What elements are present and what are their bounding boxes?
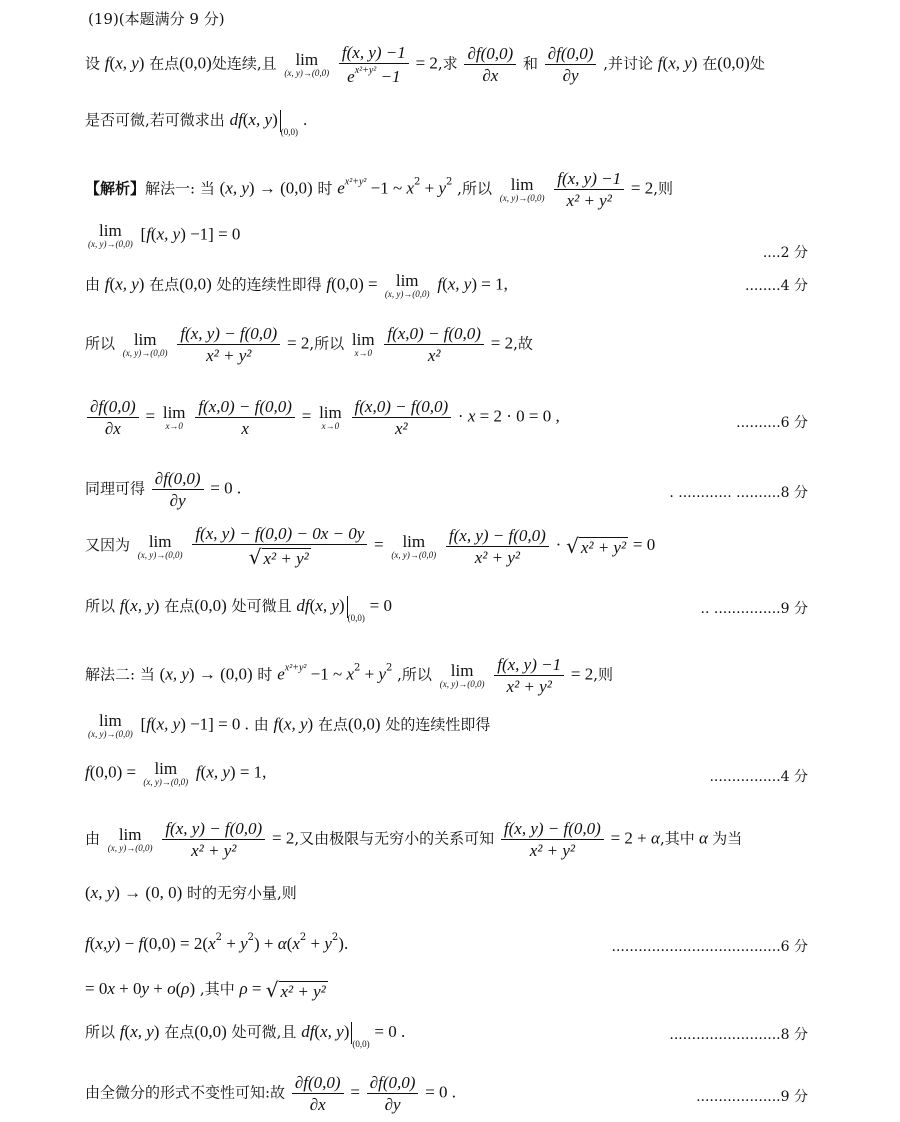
method1-line-2: lim (x, y)→(0,0) [f(x, y) −1] = 0	[88, 221, 241, 249]
method1-line-6: 同理可得 $\frac{\partial f(0,0)}{\partial y}$ = 0 .	[85, 469, 242, 510]
method2-line-2: lim (x, y)→(0,0) [f(x, y) −1] = 0 . 由 f(x, y) 在点(0,0) 处的连续性即得	[88, 711, 491, 739]
score-6b: ......................................6 分	[611, 939, 808, 955]
score-8: . ............ ..........8 分	[669, 485, 808, 501]
method1-line-7: 又因为 lim (x, y)→(0,0) f(x, y) − f(0,0) − 0x − 0y √ x² + y² = lim (x, y)→(0,0) $\frac{f(x, y) - f(0,0)}{\text{x² + y²}}$ · √ x² + y² = 0	[85, 524, 656, 569]
method1-line-8: 所以 f(x, y) 在点(0,0) 处可微且 df(x, $y)_{(0,0)} = 0$	[85, 596, 392, 623]
score-9b: ...................9 分	[696, 1089, 808, 1105]
question-title: (19)(本题满分 9 分)	[88, 10, 225, 28]
method2-line-6: $f(x,y) - f(0,0) = 2(x^2 + y^2) + \alpha(x^2 + y^2)$.	[85, 932, 349, 953]
method2-line-1: 解法二: 当 (x, y) → (0,0) 时 $e^{x^2+y^2} -1$ ~ $x^2 + y^2$ ,所以 lim (x, y)→(0,0) $\frac{f(x, y) -1}{\text{x² + y²}}$ = 2,则	[85, 655, 613, 696]
score-9: .. ...............9 分	[700, 601, 808, 617]
method1-line-1: 【解析】解法一: 当 (x, y) → (0,0) 时 $e^{x^2+y^2} -1$ ~ $x^2 + y^2$ ,所以 lim (x, y)→(0,0) $\frac{f(x, y) -1}{\text{x² + y²}}$ = 2,则	[85, 169, 674, 210]
score-6: ..........6 分	[736, 415, 808, 431]
method2-line-9: 由全微分的形式不变性可知:故 $\frac{\partial f(0,0)}{\partial x}$ = $\frac{\partial f(0,0)}{\partial y}$ = 0 .	[85, 1073, 457, 1114]
method1-line-5: $\frac{\partial f(0,0)}{\partial x}$ = lim x→0 $\frac{f(x,0) - f(0,0)}{x}$ = lim x→0 $\frac{f(x,0) - f(0,0)}{\text{x²}}$ · x = 2 · 0 = 0 ,	[85, 398, 560, 437]
score-4: ........4 分	[745, 278, 808, 294]
score-8b: .........................8 分	[669, 1027, 808, 1043]
method2-line-5: (x, y) → (0, 0) 时的无穷小量,则	[85, 883, 297, 902]
problem-line-2: 是否可微,若可微求出 df(x, $y)_{(0,0)}$ .	[85, 110, 308, 137]
method2-line-3: f(0,0) = lim (x, y)→(0,0) f(x, y) = 1,	[85, 759, 267, 787]
score-2: ....2 分	[762, 245, 808, 261]
method2-line-7: = 0x + 0y + o(ρ) ,其中 ρ = √ x² + y²	[85, 978, 326, 1002]
method2-line-8: 所以 f(x, y) 在点(0,0) 处可微,且 df(x, $y)_{(0,0)} = 0$ .	[85, 1022, 406, 1049]
problem-line-1: 设 f(x, y) 在点(0,0)处连续,且 lim (x, y)→(0,0) $\frac{f(x, y) -1}{e^{x^2+y^2} -1}$ = 2,求 $\frac{\partial f(0,0)}{\partial x}$ 和 $\frac{\partial f(0,0)}{\partial y}$ ,并讨论 f(x, y) 在(0,0)处	[85, 43, 765, 86]
method2-line-4: 由 lim (x, y)→(0,0) $\frac{f(x, y) - f(0,0)}{\text{x² + y²}}$ = 2,又由极限与无穷小的关系可知 $\frac{f(x, y) - f(0,0)}{\text{x² + y²}}$ = 2 + α,其中 α 为当	[85, 819, 743, 860]
method1-line-4: 所以 lim (x, y)→(0,0) $\frac{f(x, y) - f(0,0)}{\text{x² + y²}}$ = 2,所以 lim x→0 $\frac{f(x,0) - f(0,0)}{\text{x²}}$ = 2,故	[85, 324, 533, 365]
method1-line-3: 由 f(x, y) 在点(0,0) 处的连续性即得 f(0,0) = lim (x, y)→(0,0) f(x, y) = 1,	[85, 271, 508, 299]
score-4b: ................4 分	[709, 769, 808, 785]
